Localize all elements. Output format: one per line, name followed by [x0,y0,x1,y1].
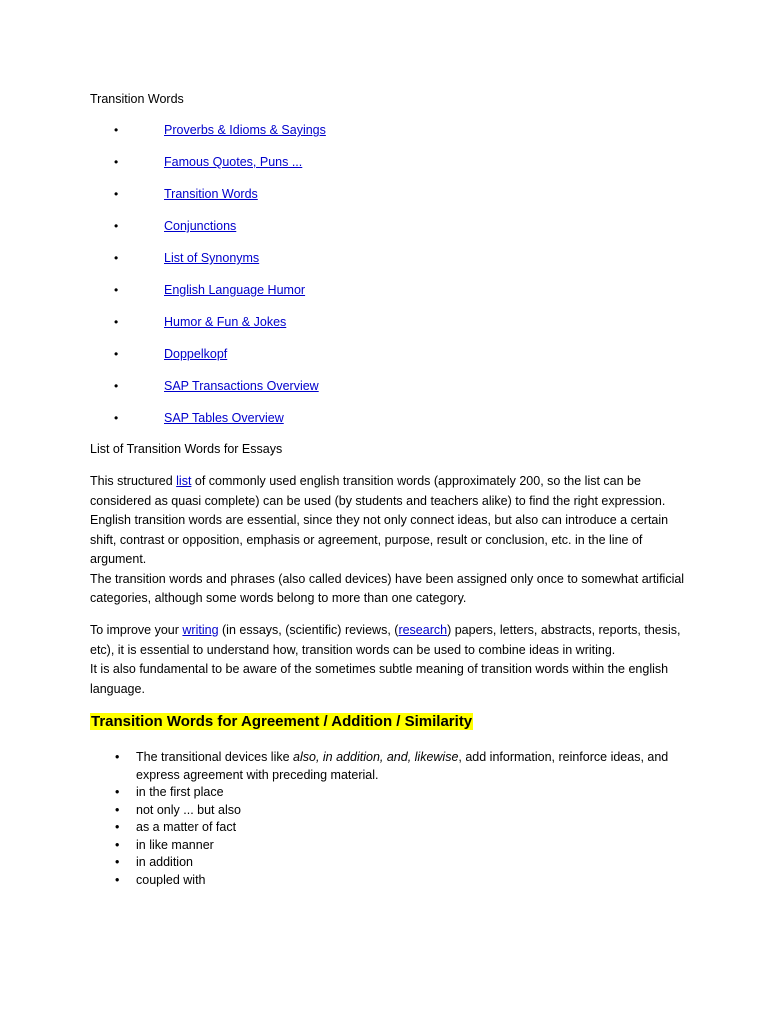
list-item: • coupled with [0,872,700,890]
research-link[interactable]: research [398,623,448,637]
writing-paragraph: To improve your writing (in essays, (scientific) reviews, (research) papers, letters, abstracts, reports, thesis, etc), it is essential to understand how, transition words can be used to combine ideas in writing. It is also fundamental to be aware of the sometimes subtle meaning of transition words within the english language. [90,623,681,696]
bullet-icon: • [114,315,119,329]
writing-link[interactable]: writing [182,623,219,637]
list-item: • not only ... but also [0,802,700,820]
nav-link-humor-jokes[interactable]: Humor & Fun & Jokes [164,315,287,329]
list-item: • in addition [0,854,700,872]
bullet-icon: • [115,872,120,887]
section-subtitle: List of Transition Words for Essays [90,442,283,456]
bullet-icon: • [114,251,119,265]
list-item: • as a matter of fact [0,819,700,837]
bullet-icon: • [115,785,120,799]
bullet-icon: • [114,283,119,297]
list-item: • in the first place [0,784,700,802]
nav-link-doppelkopf[interactable]: Doppelkopf [164,347,228,361]
bullet-icon: • [115,820,120,834]
bullet-icon: • [115,750,120,764]
nav-link-sap-transactions[interactable]: SAP Transactions Overview [164,379,319,393]
nav-link-language-humor[interactable]: English Language Humor [164,283,306,297]
nav-link-sap-tables[interactable]: SAP Tables Overview [164,411,284,425]
bullet-icon: • [115,855,120,869]
bullet-icon: • [114,379,119,393]
nav-link-proverbs[interactable]: Proverbs & Idioms & Sayings [164,123,326,137]
nav-link-quotes[interactable]: Famous Quotes, Puns ... [164,155,303,169]
nav-link-conjunctions[interactable]: Conjunctions [164,219,237,233]
transition-word-list [0,749,700,889]
bullet-icon: • [114,155,119,169]
intro-paragraph: This structured list of commonly used english transition words (approximately 200, so the list can be considered as quasi complete) can be used (by students and teachers alike) to find the right expression. English transition words are essential, since they not only connect ideas, but also can introduce a certain shift, contrast or opposition, emphasis or agreement, purpose, result or conclusion, etc. in the line of argument. The transition words and phrases (also called devices) have been assigned only once to somewhat artificial categories, although some words belong to more than one category. [90,474,685,605]
page-title: Transition Words [90,92,184,106]
list-link[interactable]: list [176,474,192,488]
list-item: • The transitional devices like also, in addition, and, likewise, add information, reinforce ideas, and express agreement with preceding material. [115,750,669,782]
list-item: • in like manner [0,837,700,855]
bullet-icon: • [114,219,119,233]
bullet-icon: • [115,802,120,817]
section-heading: Transition Words for Agreement / Addition / Similarity [91,713,473,730]
bullet-icon: • [114,187,119,201]
bullet-icon: • [114,411,119,425]
nav-link-transition-words[interactable]: Transition Words [164,187,258,201]
bullet-icon: • [114,123,119,137]
nav-link-synonyms[interactable]: List of Synonyms [164,251,260,265]
bullet-icon: • [115,837,120,852]
bullet-icon: • [114,347,119,361]
